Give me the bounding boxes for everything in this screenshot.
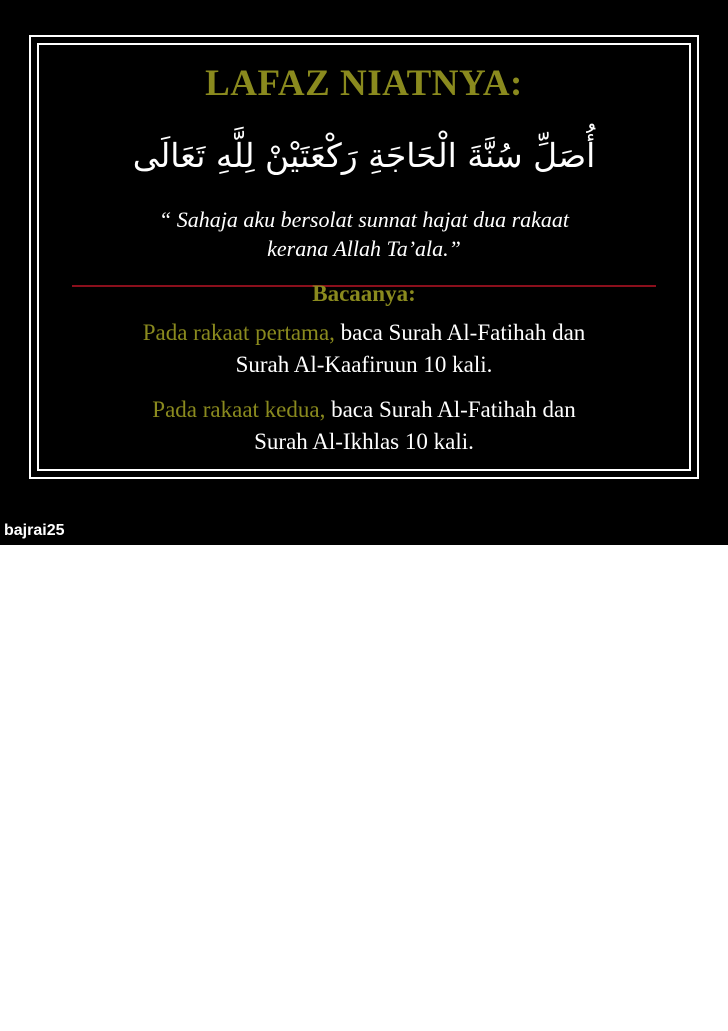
- slide-title: LAFAZ NIATNYA:: [205, 63, 523, 104]
- first-rakaat-text: baca Surah Al-Fatihah dan: [334, 320, 586, 345]
- second-rakaat-label: Pada rakaat kedua,: [152, 397, 326, 422]
- translation-line-2: kerana Allah Ta’ala.”: [267, 236, 461, 261]
- first-rakaat-line-2: Surah Al-Kaafiruun 10 kali.: [235, 352, 493, 377]
- author-watermark: bajrai25: [4, 522, 65, 539]
- second-rakaat-text: baca Surah Al-Fatihah dan: [325, 397, 576, 422]
- translation-line-1: “ Sahaja aku bersolat sunnat hajat dua rakaat: [158, 207, 570, 232]
- intention-translation: [80, 205, 648, 263]
- first-rakaat-instruction: [72, 317, 656, 381]
- first-rakaat-label: Pada rakaat pertama,: [142, 320, 335, 345]
- arabic-intention-text: أُصَلِّ سُنَّةَ الْحَاجَةِ رَكْعَتَيْنْ لِلَّهِ تَعَالَى: [132, 136, 596, 175]
- recitation-heading: Bacaanya:: [312, 281, 416, 306]
- second-rakaat-instruction: [72, 394, 656, 458]
- first-rakaat-line-1: [72, 317, 656, 349]
- second-rakaat-line-2: Surah Al-Ikhlas 10 kali.: [254, 429, 474, 454]
- second-rakaat-line-1: [72, 394, 656, 426]
